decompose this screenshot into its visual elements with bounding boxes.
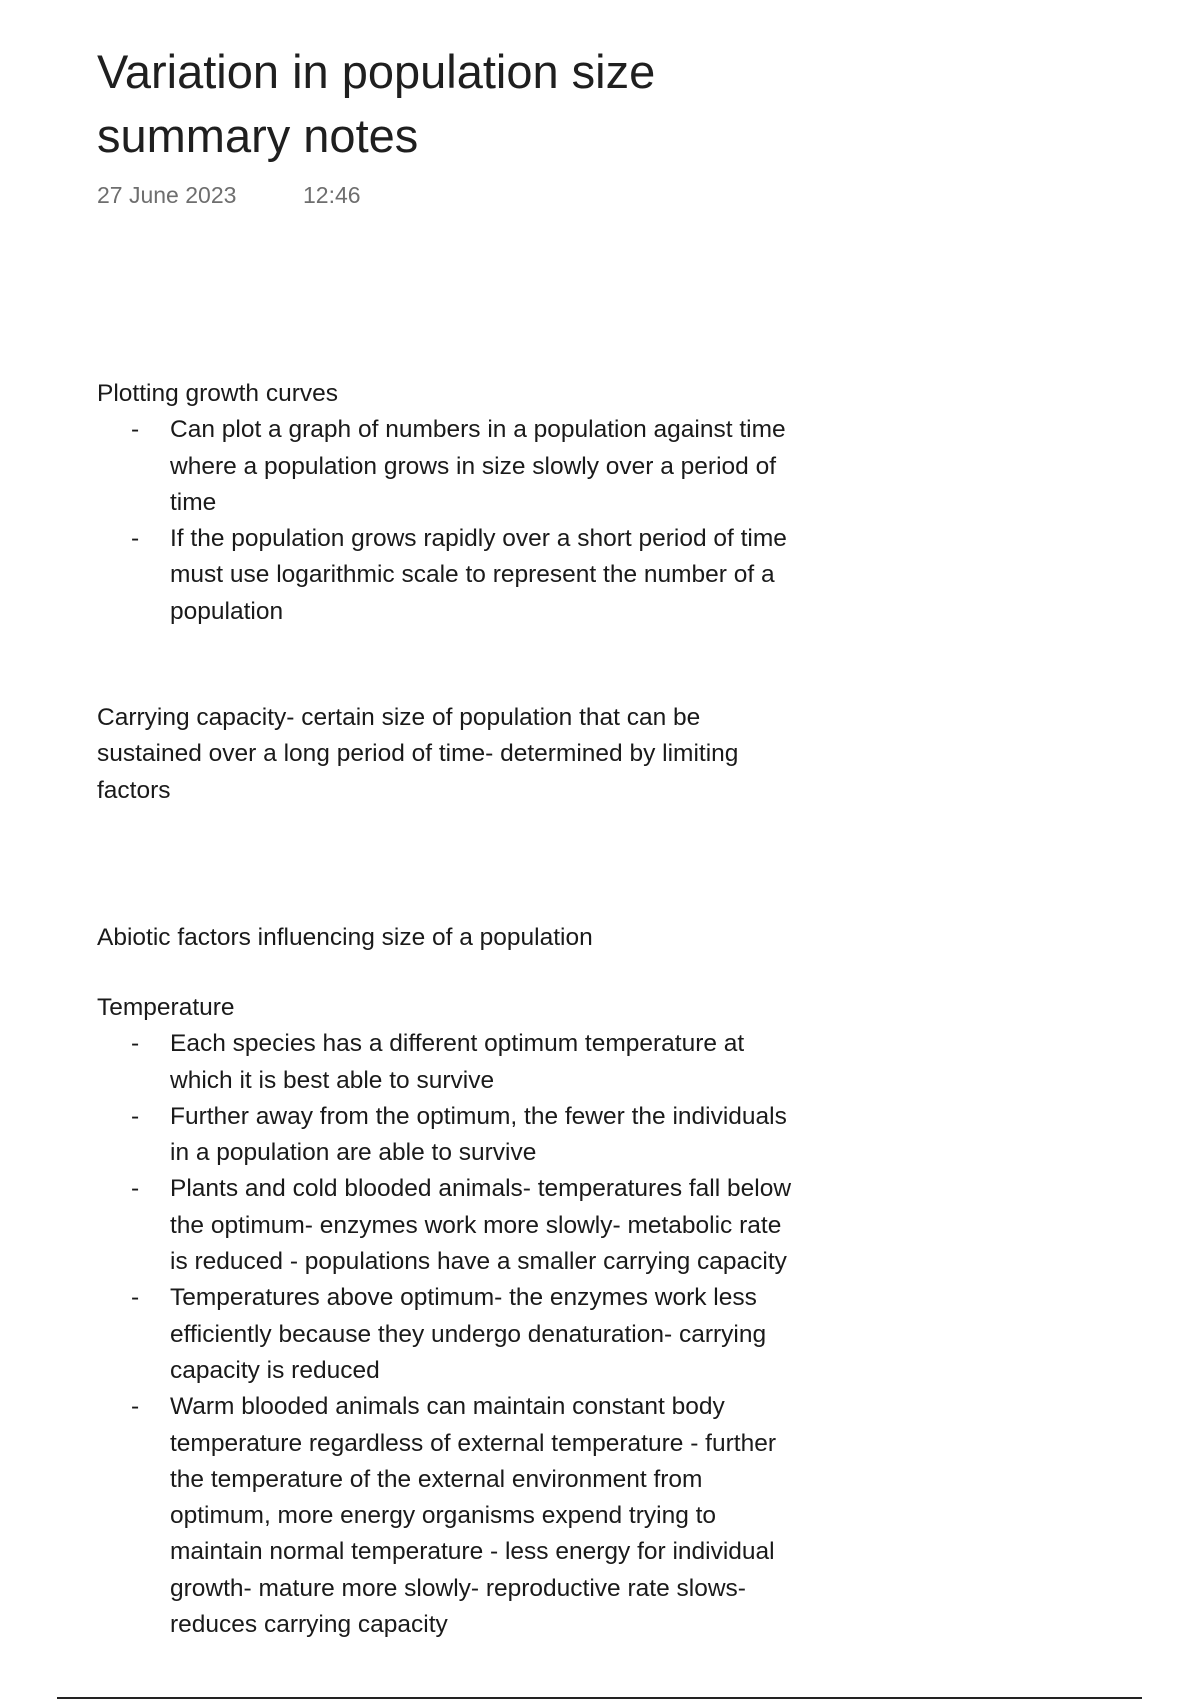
note-time: 12:46	[303, 182, 361, 208]
section-abiotic-factors	[97, 920, 797, 956]
section-temperature	[97, 990, 797, 1643]
section-growth-curves	[97, 376, 797, 630]
bullet-dash: -	[131, 1393, 140, 1421]
bullet-dash: -	[131, 1284, 140, 1312]
bullet-dash: -	[131, 1175, 140, 1203]
section-heading: Temperature	[97, 994, 235, 1021]
list-item-text: Each species has a different optimum temperature at which it is best able to survive	[170, 1030, 745, 1094]
list-item	[97, 521, 797, 630]
page-title: Variation in population size summary notes	[97, 45, 656, 162]
list-item	[97, 1171, 797, 1280]
list-item	[97, 1026, 797, 1099]
bullet-dash: -	[131, 525, 140, 553]
list-item	[97, 1389, 797, 1643]
list-item-text: Warm blooded animals can maintain constant body temperature regardless of external temperature - further the temperature of the external environment from optimum, more energy organisms expend trying to maintain normal temperature - less energy for individual growth- mature more slowly- reproductive rate slows- reduces carrying capacity	[170, 1393, 776, 1639]
bullet-list	[97, 412, 797, 630]
note-date: 27 June 2023	[97, 182, 237, 208]
page-bottom-divider	[57, 1697, 1142, 1699]
bullet-dash: -	[131, 1030, 140, 1058]
list-item-text: Further away from the optimum, the fewer the individuals in a population are able to survive	[170, 1102, 787, 1167]
section-heading: Plotting growth curves	[97, 380, 339, 407]
note-timestamp	[97, 180, 361, 210]
bullet-list	[97, 1026, 797, 1643]
list-item-text: Temperatures above optimum- the enzymes work less efficiently because they undergo denaturation- carrying capacity is reduced	[170, 1284, 767, 1384]
list-item-text: Plants and cold blooded animals- temperatures fall below the optimum- enzymes work more slowly- metabolic rate is reduced - populations have a smaller carrying capacity	[170, 1175, 792, 1276]
list-item	[97, 1099, 797, 1172]
bullet-dash: -	[131, 1102, 140, 1130]
list-item-text: If the population grows rapidly over a short period of time must use logarithmic scale to represent the number of a population	[170, 525, 787, 625]
list-item-text: Can plot a graph of numbers in a population against time where a population grows in size slowly over a period of time	[170, 416, 786, 516]
bullet-dash: -	[131, 416, 140, 444]
paragraph: Abiotic factors influencing size of a population	[97, 924, 593, 951]
list-item	[97, 1280, 797, 1389]
list-item	[97, 412, 797, 521]
paragraph: Carrying capacity- certain size of population that can be sustained over a long period of time- determined by limiting factors	[97, 704, 739, 804]
section-carrying-capacity	[97, 700, 797, 809]
